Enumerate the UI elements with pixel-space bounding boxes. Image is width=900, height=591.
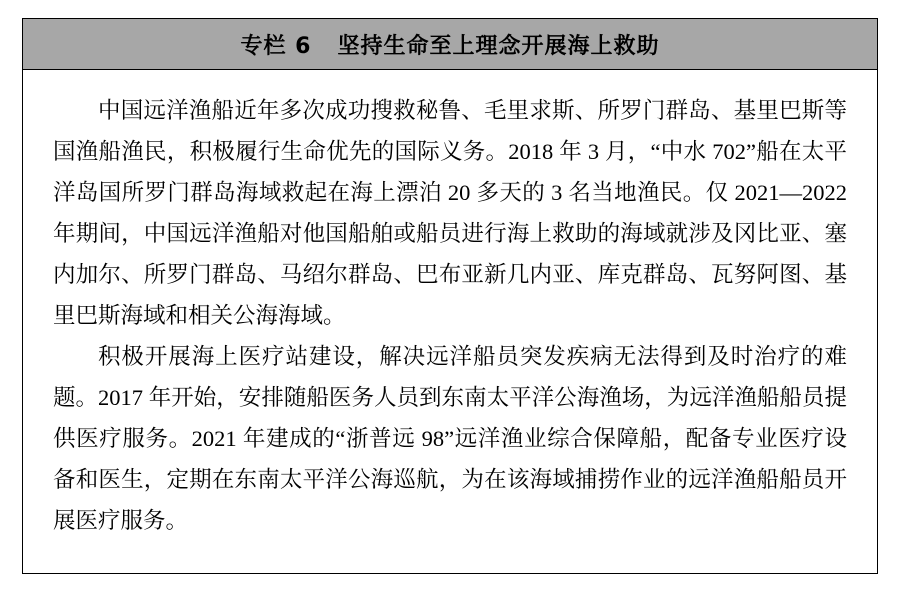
text-box-header [23,19,877,70]
paragraph-1: 中国远洋渔船近年多次成功搜救秘鲁、毛里求斯、所罗门群岛、基里巴斯等国渔船渔民，积极履行生命优先的国际义务。2018 年 3 月，“中水 702”船在太平洋岛国所罗门群岛海域救起在海上漂泊 20 多天的 3 名当地渔民。仅 2021—2022 年期间，中国远洋渔船对他国船舶或船员进行海上救助的海域就涉及冈比亚、塞内加尔、所罗门群岛、马绍尔群岛、巴布亚新几内亚、库克群岛、瓦努阿图、基里巴斯海域和相关公海海域。 [53,98,847,328]
text-box-panel [22,18,878,574]
text-box-body [23,70,877,551]
paragraph-2: 积极开展海上医疗站建设，解决远洋船员突发疾病无法得到及时治疗的难题。2017 年开始，安排随船医务人员到东南太平洋公海渔场，为远洋渔船船员提供医疗服务。2021 年建成的“浙普远 98”远洋渔业综合保障船，配备专业医疗设备和医生，定期在东南太平洋公海巡航，为在该海域捕捞作业的远洋渔船船员开展医疗服务。 [53,344,847,533]
text-box-title: 专栏 6 坚持生命至上理念开展海上救助 [240,33,660,59]
